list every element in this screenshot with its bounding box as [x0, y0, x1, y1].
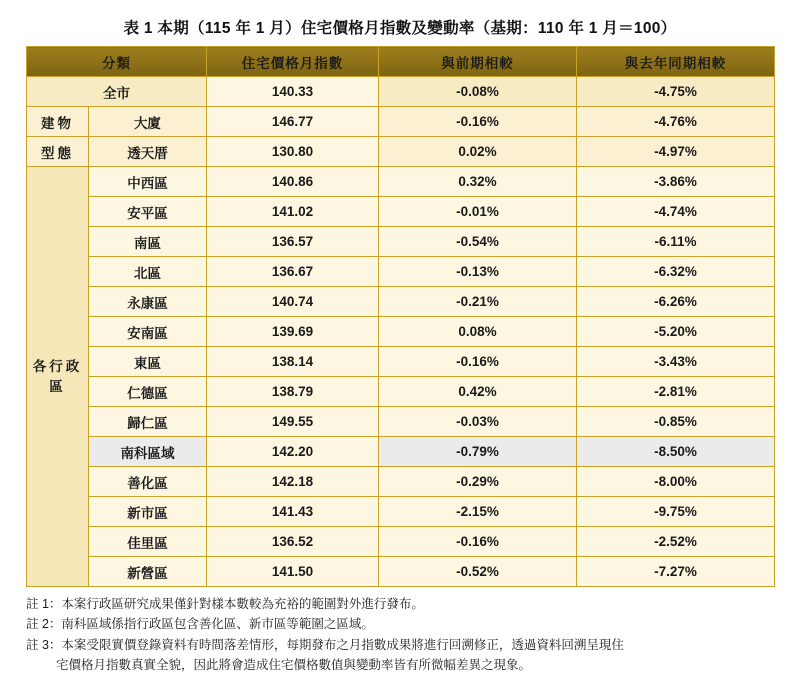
cell-year: -0.85% [577, 407, 775, 437]
table-header-row [27, 47, 775, 77]
cell-year: -2.52% [577, 527, 775, 557]
table-row [27, 197, 775, 227]
note-3-line1: 註 3：本案受限實價登錄資料有時間落差情形，每期發布之月指數成果將進行回溯修正，透過資料回溯呈現住 [26, 637, 624, 652]
row-label-district: 北區 [89, 257, 207, 287]
cell-year: -8.00% [577, 467, 775, 497]
cell-year: -4.76% [577, 107, 775, 137]
group-label-building-type-1: 建物 [27, 107, 89, 137]
cell-index: 138.79 [207, 377, 379, 407]
table-body [27, 77, 775, 587]
cell-year: -8.50% [577, 437, 775, 467]
table-row [27, 257, 775, 287]
cell-index: 142.18 [207, 467, 379, 497]
row-label-district: 東區 [89, 347, 207, 377]
cell-index: 136.52 [207, 527, 379, 557]
cell-year: -5.20% [577, 317, 775, 347]
cell-index: 141.43 [207, 497, 379, 527]
cell-year: -4.75% [577, 77, 775, 107]
row-label-district: 永康區 [89, 287, 207, 317]
note-1: 註 1：本案行政區研究成果僅針對樣本數較為充裕的範圍對外進行發布。 [26, 597, 424, 611]
row-label-district: 新市區 [89, 497, 207, 527]
table-row [27, 167, 775, 197]
cell-prev: 0.42% [379, 377, 577, 407]
cell-index: 138.14 [207, 347, 379, 377]
row-label-district: 南科區域 [89, 437, 207, 467]
row-label-district: 善化區 [89, 467, 207, 497]
table-row [27, 107, 775, 137]
column-header-index: 住宅價格月指數 [207, 47, 379, 77]
cell-index: 140.33 [207, 77, 379, 107]
row-label-district: 中西區 [89, 167, 207, 197]
cell-index: 130.80 [207, 137, 379, 167]
cell-prev: 0.32% [379, 167, 577, 197]
table-row [27, 287, 775, 317]
cell-index: 142.20 [207, 437, 379, 467]
column-header-prev: 與前期相較 [379, 47, 577, 77]
note-2: 註 2：南科區域係指行政區包含善化區、新市區等範圍之區域。 [26, 617, 374, 632]
cell-prev: -0.13% [379, 257, 577, 287]
table-row [27, 497, 775, 527]
cell-index: 136.57 [207, 227, 379, 257]
table-row [27, 437, 775, 467]
housing-price-index-table [26, 46, 775, 587]
row-label-district: 佳里區 [89, 527, 207, 557]
cell-index: 140.74 [207, 287, 379, 317]
cell-index: 146.77 [207, 107, 379, 137]
table-row [27, 527, 775, 557]
table-row [27, 317, 775, 347]
cell-index: 139.69 [207, 317, 379, 347]
cell-prev: -0.16% [379, 347, 577, 377]
cell-year: -6.26% [577, 287, 775, 317]
cell-prev: -0.52% [379, 557, 577, 587]
row-label-apartment: 大廈 [89, 107, 207, 137]
row-label-district: 仁德區 [89, 377, 207, 407]
table-notes [26, 595, 774, 676]
table-row [27, 467, 775, 497]
page-title: 表 1 本期（115 年 1 月）住宅價格月指數及變動率（基期：110 年 1 月＝100） [123, 20, 677, 37]
table-row [27, 557, 775, 587]
cell-year: -3.86% [577, 167, 775, 197]
group-label-districts-text: 各行政區 [32, 358, 83, 394]
note-3-line2: 宅價格月指數真實全貌，因此將會造成住宅價格數值與變動率皆有所微幅差異之現象。 [56, 658, 532, 673]
cell-index: 136.67 [207, 257, 379, 287]
cell-prev: -0.21% [379, 287, 577, 317]
table-row [27, 77, 775, 107]
table-row [27, 407, 775, 437]
cell-year: -6.11% [577, 227, 775, 257]
cell-prev: -0.01% [379, 197, 577, 227]
cell-index: 141.50 [207, 557, 379, 587]
cell-year: -6.32% [577, 257, 775, 287]
row-label-townhouse: 透天厝 [89, 137, 207, 167]
cell-year: -2.81% [577, 377, 775, 407]
row-label-district: 南區 [89, 227, 207, 257]
cell-year: -7.27% [577, 557, 775, 587]
table-row [27, 347, 775, 377]
row-label-district: 安南區 [89, 317, 207, 347]
cell-prev: -0.03% [379, 407, 577, 437]
table-row [27, 137, 775, 167]
cell-prev: 0.02% [379, 137, 577, 167]
table-row [27, 227, 775, 257]
cell-prev: -0.54% [379, 227, 577, 257]
table-header [27, 47, 775, 77]
cell-year: -3.43% [577, 347, 775, 377]
group-label-building-type-2: 型態 [27, 137, 89, 167]
cell-prev: -0.29% [379, 467, 577, 497]
column-header-year: 與去年同期相較 [577, 47, 775, 77]
cell-index: 149.55 [207, 407, 379, 437]
column-header-category: 分類 [27, 47, 207, 77]
cell-year: -4.74% [577, 197, 775, 227]
cell-prev: -0.16% [379, 107, 577, 137]
row-label-district: 歸仁區 [89, 407, 207, 437]
row-label-district: 安平區 [89, 197, 207, 227]
cell-index: 141.02 [207, 197, 379, 227]
cell-prev: -2.15% [379, 497, 577, 527]
row-label-all-city: 全市 [27, 77, 207, 107]
cell-year: -9.75% [577, 497, 775, 527]
table-row [27, 377, 775, 407]
row-label-district: 新營區 [89, 557, 207, 587]
cell-prev: -0.79% [379, 437, 577, 467]
cell-index: 140.86 [207, 167, 379, 197]
group-label-districts [27, 167, 89, 587]
cell-year: -4.97% [577, 137, 775, 167]
cell-prev: 0.08% [379, 317, 577, 347]
cell-prev: -0.08% [379, 77, 577, 107]
cell-prev: -0.16% [379, 527, 577, 557]
